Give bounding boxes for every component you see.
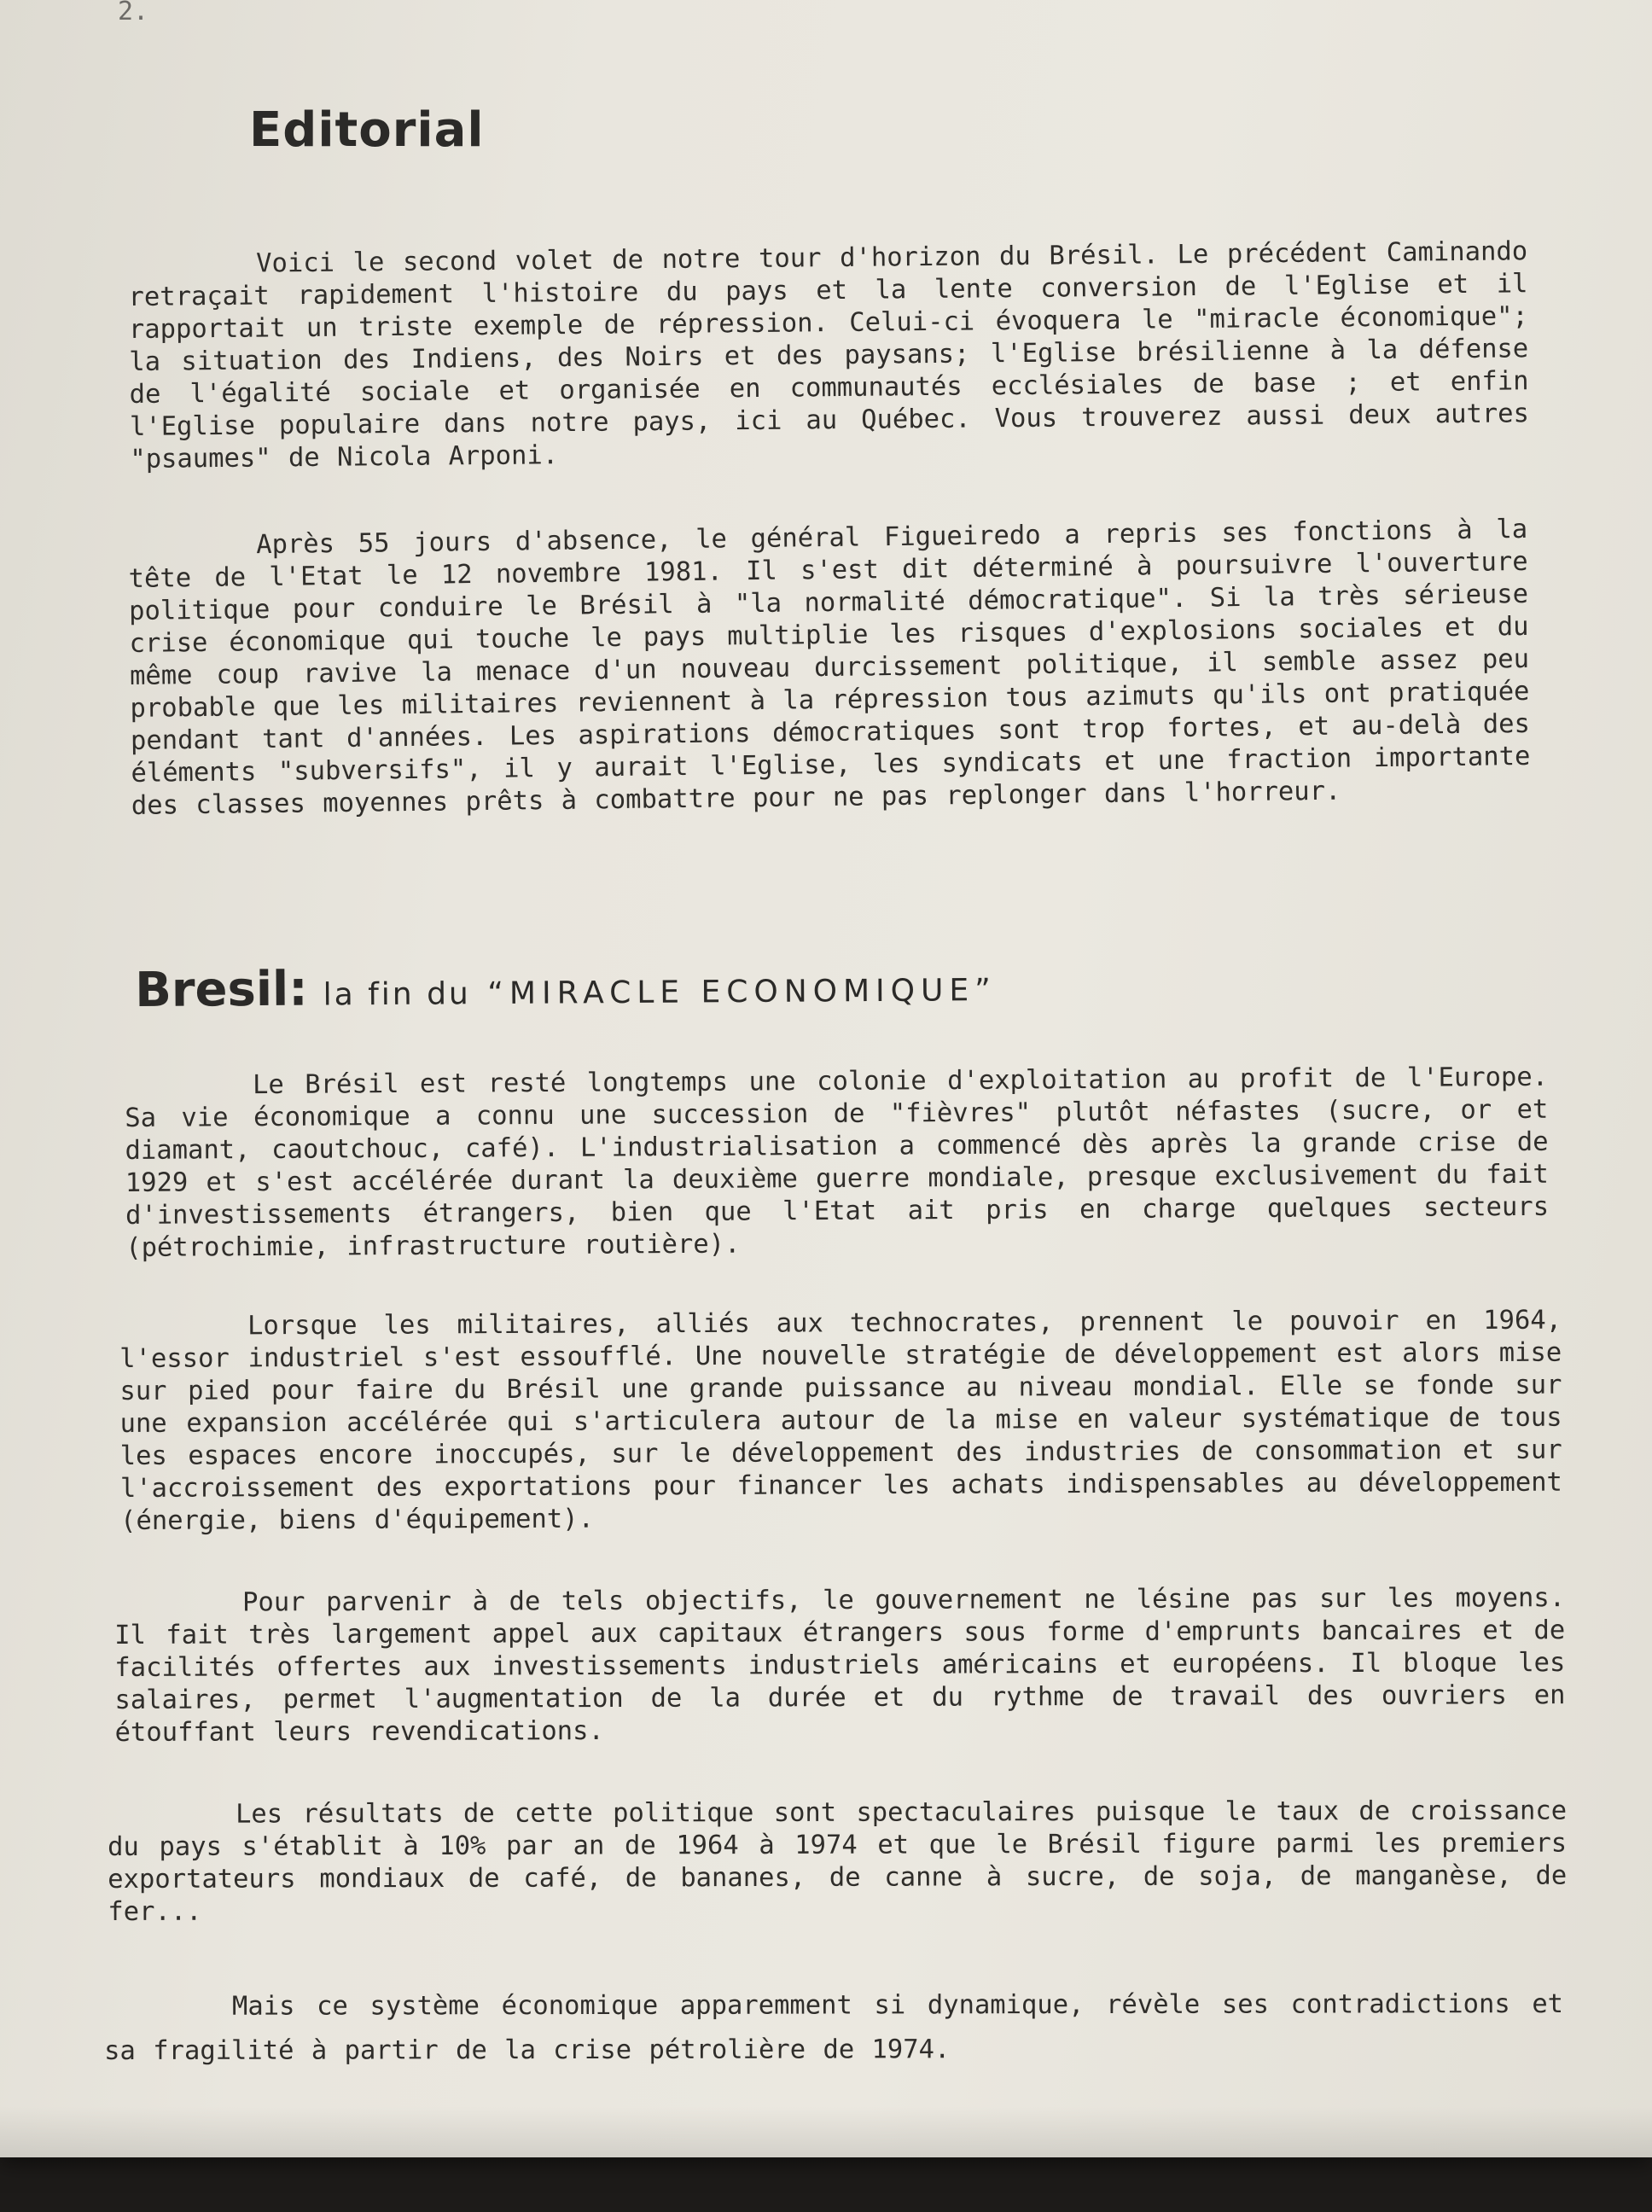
article-heading-main: Bresil: (135, 961, 308, 1018)
article-heading (135, 957, 997, 1018)
editorial-heading: Editorial (249, 102, 485, 158)
article-paragraph: Le Brésil est resté longtemps une colonie d'exploitation au profit de l'Europe. Sa vie économique a connu une succession de "fièvres" plutôt néfastes (sucre, or et diamant, caoutchouc, café). L'industrialisation a commencé dès après la grande crise de 1929 et s'est accélérée durant la deuxième guerre mondiale, presque exclusivement du fait d'investissements étrangers, bien que l'Etat ait pris en charge quelques secteurs (pétrochimie, infrastructure routière). (125, 1062, 1550, 1263)
editorial-paragraph: Après 55 jours d'absence, le général Figueiredo a repris ses fonctions à la tête de l'Etat le 12 novembre 1981. Il s'est dit déterminé à poursuivre l'ouverture politique pour conduire le Brésil à "la normalité démocratique". Si la très sérieuse crise économique qui touche le pays multiplie les risques d'explosions sociales et du même coup ravive la menace d'un nouveau durcissement politique, il semble assez peu probable que les militaires reviennent à la répression tous azimuts qu'ils ont pratiquée pendant tant d'années. Les aspirations démocratiques sont trop fortes, et au-delà des éléments "subversifs", il y aurait l'Eglise, les syndicats et une fraction importante des classes moyennes prêts à combattre pour ne pas replonger dans l'horreur. (128, 514, 1531, 821)
article-heading-caps: “MIRACLE ECONOMIQUE” (487, 972, 997, 1012)
article-paragraph: Mais ce système économique apparemment si dynamique, révèle ses contradictions et sa fragilité à partir de la crise pétrolière de 1974. (104, 1989, 1564, 2066)
article-paragraph: Lorsque les militaires, alliés aux technocrates, prennent le pouvoir en 1964, l'essor industriel s'est essoufflé. Une nouvelle stratégie de développement est alors mise sur pied pour faire du Brésil une grande puissance au niveau mondial. Elle se fonde sur une expansion accélérée qui s'articulera autour de la mise en valeur systématique de tous les espaces encore inoccupés, sur le développement des industries de consommation et sur l'accroissement des exportations pour financer les achats indispensables au développement (énergie, biens d'équipement). (119, 1305, 1562, 1536)
editorial-paragraph: Voici le second volet de notre tour d'horizon du Brésil. Le précédent Caminando retraçait rapidement l'histoire du pays et la lente conversion de l'Eglise et il rapportait un triste exemple de répression. Celui-ci évoquera le "miracle économique"; la situation des Indiens, des Noirs et des paysans; l'Eglise brésilienne à la défense de l'égalité sociale et organisée en communautés ecclésiales de base ; et enfin l'Eglise populaire dans notre pays, ici au Québec. Vous trouverez aussi deux autres "psaumes" de Nicola Arponi. (128, 236, 1530, 474)
article-heading-sub: la fin du (323, 976, 471, 1013)
article-paragraph: Les résultats de cette politique sont spectaculaires puisque le taux de croissance du pays s'établit à 10% par an de 1964 à 1974 et que le Brésil figure parmi les premiers exportateurs mondiaux de café, de bananes, de canne à sucre, de soja, de manganèse, de fer... (108, 1796, 1568, 1927)
page-number: 2. (118, 0, 149, 26)
article-paragraph: Pour parvenir à de tels objectifs, le gouvernement ne lésine pas sur les moyens. Il fait très largement appel aux capitaux étrangers sous forme d'emprunts bancaires et de facilités offertes aux investissements industriels américains et européens. Il bloque les salaires, permet l'augmentation de la durée et du rythme de travail des ouvriers en étouffant leurs revendications. (114, 1583, 1566, 1748)
